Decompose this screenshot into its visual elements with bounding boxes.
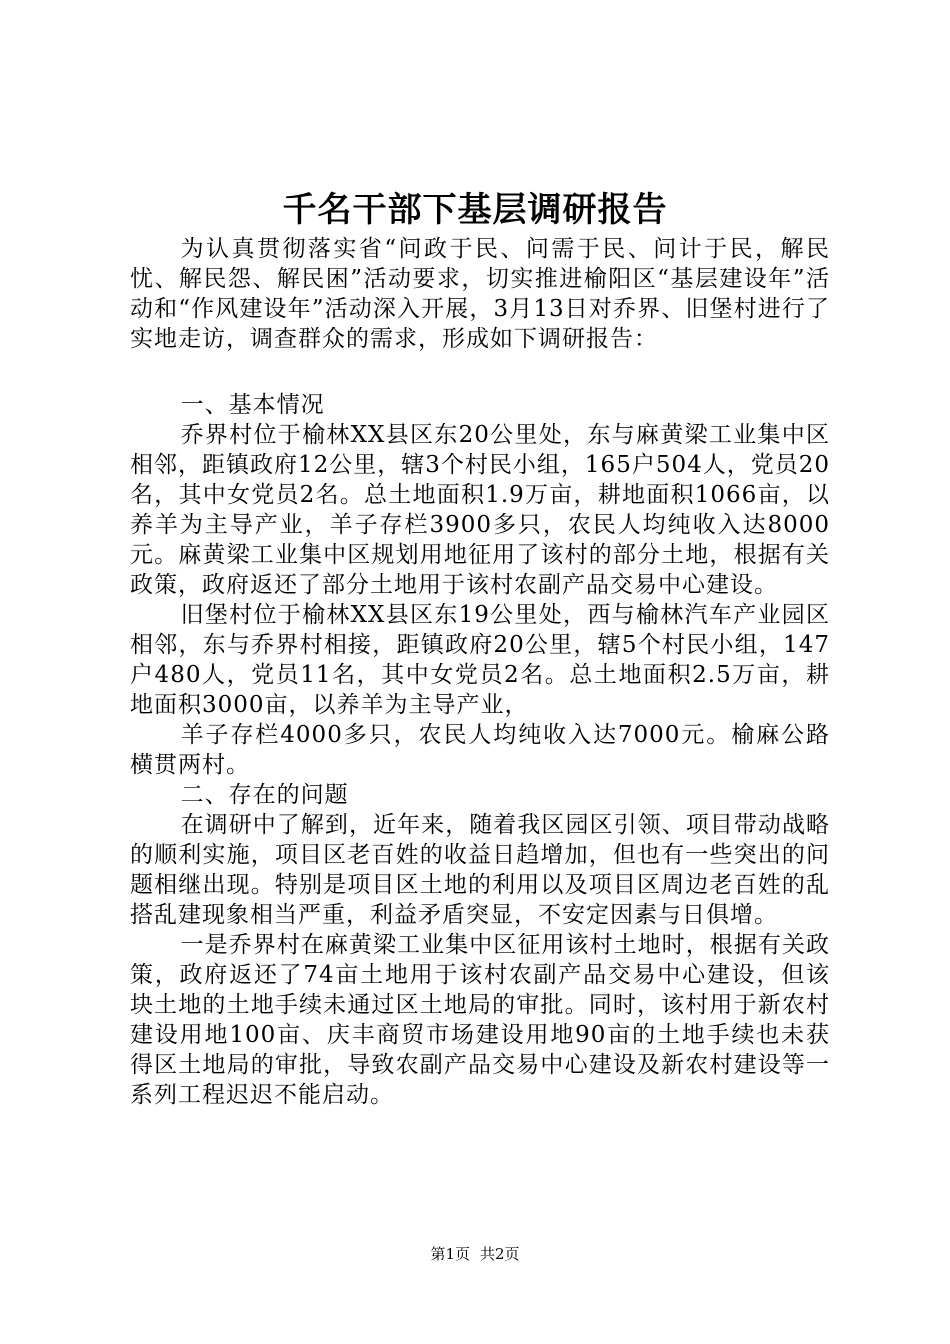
page-total: 共2页 [480,1245,520,1263]
page-number: 第1页 [430,1245,470,1263]
document-title: 千名干部下基层调研报告 [282,190,668,230]
paragraph-jiubao-village: 旧堡村位于榆林XX县区东19公里处，西与榆林汽车产业园区相邻，东与乔界村相接，距镇政府20公里，辖5个村民小组，147户480人，党员11名，其中女党员2名。总土地面积2.5万亩，耕地面积3000亩，以养羊为主导产业， [130,602,830,718]
intro-paragraph: 为认真贯彻落实省“问政于民、问需于民、问计于民，解民忧、解民怨、解民困”活动要求，切实推进榆阳区“基层建设年”活动和“作风建设年”活动深入开展，3月13日对乔界、旧堡村进行了实地走访，调查群众的需求，形成如下调研报告： [130,236,830,352]
section-heading-basic-info: 一、基本情况 [180,392,325,418]
section-heading-problems: 二、存在的问题 [180,782,349,808]
paragraph-qiaojie-village: 乔界村位于榆林XX县区东20公里处，东与麻黄梁工业集中区相邻，距镇政府12公里，辖3个村民小组，165户504人，党员20名，其中女党员2名。总土地面积1.9万亩，耕地面积1066亩，以养羊为主导产业，羊子存栏3900多只，农民人均纯收入达8000元。麻黄梁工业集中区规划用地征用了该村的部分土地，根据有关政策，政府返还了部分土地用于该村农副产品交易中心建设。 [130,422,830,598]
page-footer [0,1243,950,1265]
paragraph-problems-overview: 在调研中了解到，近年来，随着我区园区引领、项目带动战略的顺利实施，项目区老百姓的收益日趋增加，但也有一些突出的问题相继出现。特别是项目区土地的利用以及项目区周边老百姓的乱搭乱建现象相当严重，利益矛盾突显，不安定因素与日俱增。 [130,812,830,928]
document-body [130,234,830,1110]
paragraph-problem-one: 一是乔界村在麻黄梁工业集中区征用该村土地时，根据有关政策，政府返还了74亩土地用于该村农副产品交易中心建设，但该块土地的土地手续未通过区土地局的审批。同时，该村用于新农村建设用地100亩、庆丰商贸市场建设用地90亩的土地手续也未获得区土地局的审批，导致农副产品交易中心建设及新农村建设等一系列工程迟迟不能启动。 [130,932,830,1108]
paragraph-jiubao-continued: 羊子存栏4000多只，农民人均纯收入达7000元。榆麻公路横贯两村。 [130,722,830,778]
